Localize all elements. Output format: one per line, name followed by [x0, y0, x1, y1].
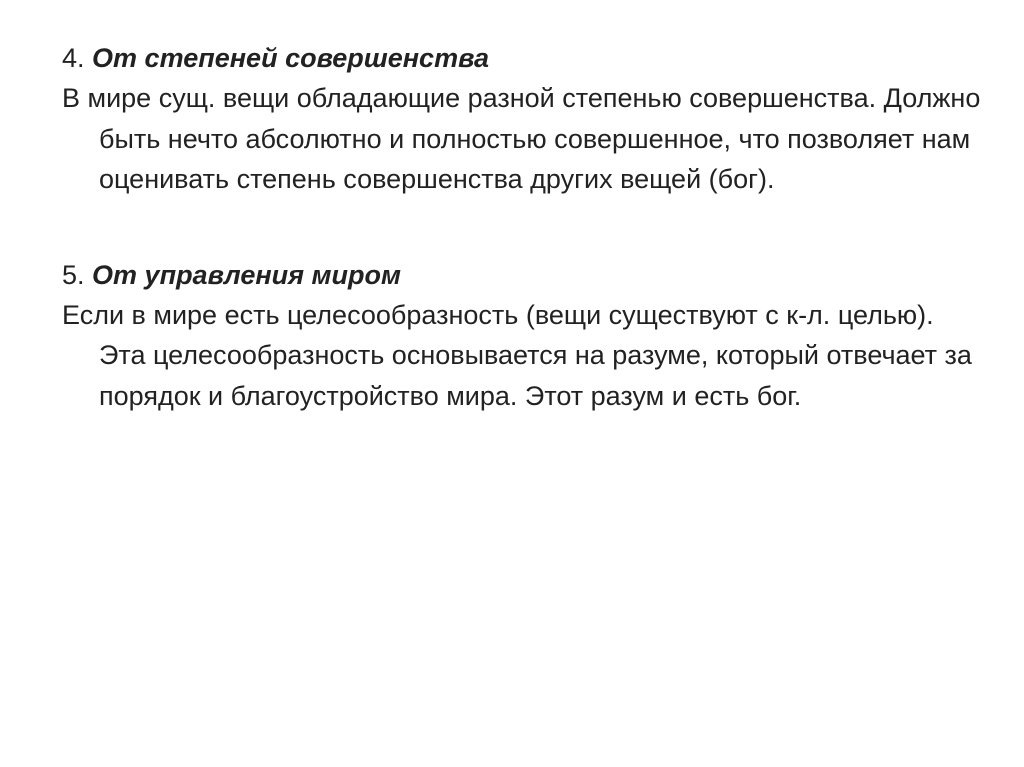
section-title: От степеней совершенства: [92, 43, 490, 73]
section-number: 5.: [62, 259, 85, 290]
section-heading: [62, 255, 982, 295]
section-number: 4.: [62, 43, 85, 73]
slide-content: [62, 38, 982, 416]
section-title: От управления миром: [92, 259, 401, 290]
section-spacer: [62, 200, 982, 255]
section-heading: [62, 38, 982, 78]
section-body: В мире сущ. вещи обладающие разной степенью совершенства. Должно быть нечто абсолютно и полностью совершенное, что позволяет нам оценивать степень совершенства других вещей (бог).: [62, 83, 981, 194]
section-body: Если в мире есть целесообразность (вещи существуют с к-л. целью). Эта целесообразность основывается на разуме, который отвечает за порядок и благоустройство мира. Этот разум и есть бог.: [62, 299, 972, 411]
section-degrees-of-perfection: [62, 38, 982, 200]
section-governance-of-world: [62, 255, 982, 417]
